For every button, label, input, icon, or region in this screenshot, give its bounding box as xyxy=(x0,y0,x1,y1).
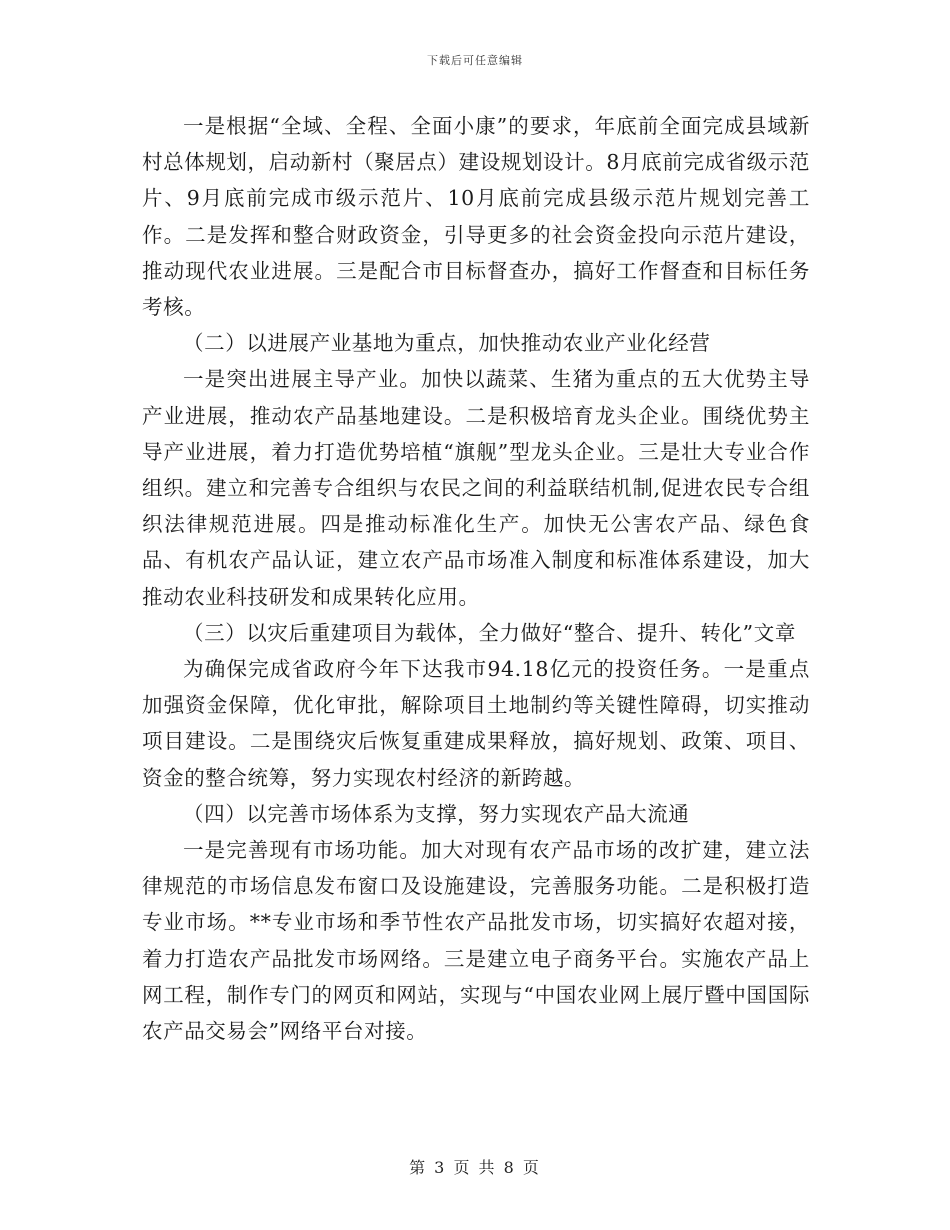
section-heading-3: （三）以灾后重建项目为载体，全力做好“整合、提升、转化”文章 xyxy=(183,620,796,645)
paragraph-1: 一是根据“全域、全程、全面小康”的要求，年底前全面完成县域新村总体规划，启动新村（聚居点）建设规划设计。8月底前完成省级示范片、9月底前完成市级示范片、10月底前完成县级示范片规划完善工作。二是发挥和整合财政资金，引导更多的社会资金投向示范片建设，推动现代农业进展。三是配合市目标督查办，搞好工作督查和目标任务考核。 xyxy=(142,114,810,320)
document-body xyxy=(142,108,810,1049)
section-heading-2: （二）以进展产业基地为重点，加快推动农业产业化经营 xyxy=(183,331,711,356)
page-header: 下载后可任意编辑 xyxy=(427,54,523,67)
paragraph-2: 一是突出进展主导产业。加快以蔬菜、生猪为重点的五大优势主导产业进展，推动农产品基地建设。二是积极培育龙头企业。围绕优势主导产业进展，着力打造优势培植“旗舰”型龙头企业。三是壮大专业合作组织。建立和完善专合组织与农民之间的利益联结机制,促进农民专合组织法律规范进展。四是推动标准化生产。加快无公害农产品、绿色食品、有机农产品认证，建立农产品市场准入制度和标准体系建设，加大推动农业科技研发和成果转化应用。 xyxy=(142,367,810,609)
page-footer: 第 3 页 共 8 页 xyxy=(409,1158,541,1177)
section-heading-4: （四）以完善市场体系为支撑，努力实现农产品大流通 xyxy=(183,801,690,826)
paragraph-3: 为确保完成省政府今年下达我市94.18亿元的投资任务。一是重点加强资金保障，优化审批，解除项目土地制约等关键性障碍，切实推动项目建设。二是围绕灾后恢复重建成果释放，搞好规划、政策、项目、资金的整合统筹，努力实现农村经济的新跨越。 xyxy=(142,657,810,790)
paragraph-4: 一是完善现有市场功能。加大对现有农产品市场的改扩建，建立法律规范的市场信息发布窗口及设施建设，完善服务功能。二是积极打造专业市场。**专业市场和季节性农产品批发市场，切实搞好农超对接，着力打造农产品批发市场网络。三是建立电子商务平台。实施农产品上网工程，制作专门的网页和网站，实现与“中国农业网上展厅暨中国国际农产品交易会”网络平台对接。 xyxy=(142,838,810,1044)
